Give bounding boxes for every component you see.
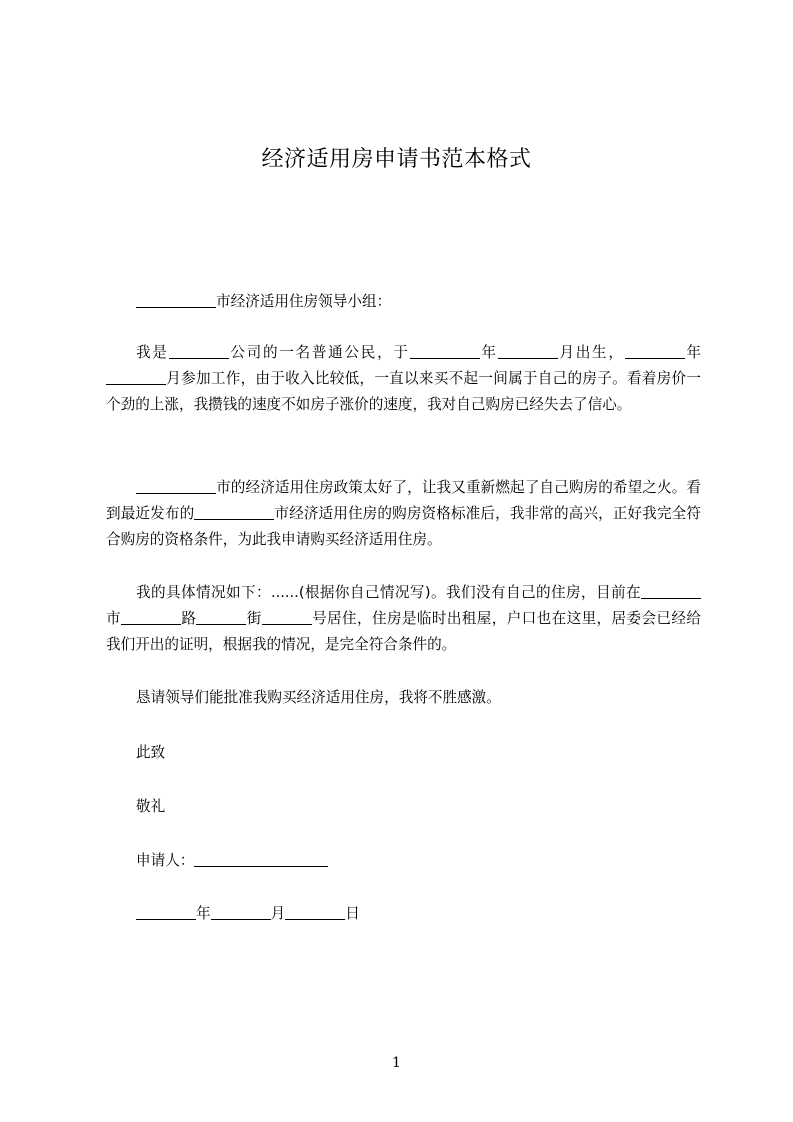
blank-city [136,291,216,308]
blank-date-month [211,903,271,920]
salutation-text: 市经济适用住房领导小组： [216,293,392,310]
blank-city-2 [136,477,216,494]
document-title: 经济适用房申请书范本格式 [261,147,532,172]
closing-cizhi: 此致 [136,744,166,761]
paragraph-1 [106,340,701,418]
blank-date-year [136,903,196,920]
p4-text: 恳请领导们能批准我购买经济适用住房，我将不胜感激。 [136,689,501,706]
blank-res-city [641,582,701,599]
closing-line-2 [106,794,701,820]
p3-text-4: 街 [246,610,262,627]
p3-text-5: 号居住，住房是临时出租屋，户口也在这里，居委会已经给我们开出的证明，根据我的情况，是完全符合条件的。 [106,610,701,653]
blank-date-day [285,903,345,920]
blank-res-street [196,608,246,625]
p1-text-1: 我是 [136,344,169,361]
blank-res-road [121,608,181,625]
applicant-line [106,848,701,874]
p1-text-2: 公司的一名普通公民，于 [228,344,410,361]
date-line [106,901,701,927]
p2-text-2: 市经济适用住房的购房资格标准后，我非常的高兴，正好我完全符合购房的资格条件，为此我申请购买经济适用住房。 [106,505,701,548]
p3-text-2: 市 [106,610,121,627]
date-day-label: 日 [345,905,360,922]
paragraph-4 [106,685,701,711]
p1-text-3: 年 [479,344,498,361]
p1-text-6: 月参加工作，由于收入比较低，一直以来买不起一间属于自己的房子。看着房价一个劲的上涨，我攒钱的速度不如房子涨价的速度，我对自己购房已经失去了信心。 [106,370,701,413]
blank-city-3 [194,503,274,520]
blank-applicant [194,850,328,867]
blank-res-number [262,608,312,625]
p2-text-1: 市的经济适用住房政策太好了，让我又重新燃起了自己购房的希望之火。看到最近发布的 [106,479,701,522]
page-number: 1 [392,1055,401,1071]
date-month-label: 月 [270,905,286,922]
paragraph-3 [106,580,701,658]
blank-company [169,342,229,359]
salutation [106,289,701,315]
blank-work-month [106,368,166,385]
blank-birth-year [410,342,480,359]
paragraph-2 [106,475,701,553]
date-year-label: 年 [196,905,211,922]
applicant-label: 申请人： [136,852,195,869]
p3-text-1: 我的具体情况如下：......(根据你自己情况写)。我们没有自己的住房，目前在 [136,584,641,601]
p1-text-4: 月出生， [557,344,625,361]
blank-birth-month [498,342,558,359]
closing-line-1 [106,740,701,766]
p1-text-5: 年 [684,344,701,361]
closing-jingli: 敬礼 [136,798,166,815]
p3-text-3: 路 [180,610,197,627]
blank-work-year [625,342,685,359]
